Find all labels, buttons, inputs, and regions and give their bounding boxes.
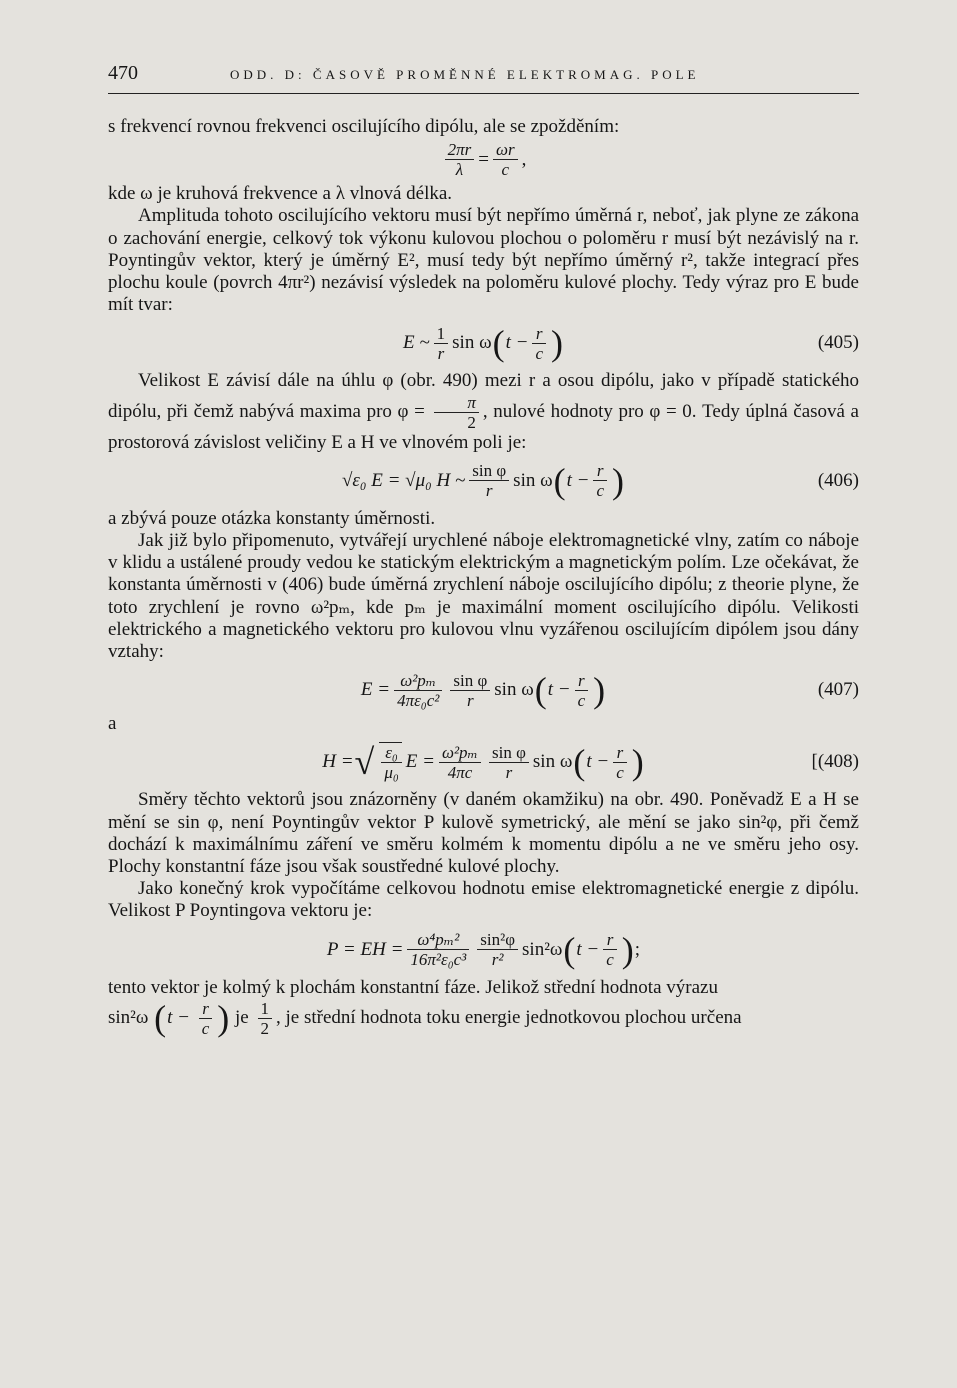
eq-mid: sin²ω	[522, 938, 563, 960]
frac-den: r	[485, 481, 493, 501]
frac-num: 1	[434, 324, 449, 344]
equation-delay: $\frac{2\pi r}{\lambda}$ = $\frac{\omega r}{c}$ ,	[108, 140, 859, 179]
equation-poynting: P = EH = $\frac{\text{ω⁴pₘ²}}{\text{16π²ε₀c³}}$ $\frac{\text{sin²φ}}{\text{r²}}$ sin²ω ( t − $\frac{r}{c}$ ) ;	[326, 929, 641, 970]
page-header	[108, 62, 859, 94]
frac-den: 2	[467, 412, 476, 432]
frac-den: c	[535, 343, 543, 363]
p9-post: , je střední hodnota toku energie jednotkovou plochou určena	[276, 1006, 742, 1028]
equation-number: (405)	[817, 332, 859, 354]
fraction	[477, 930, 518, 969]
frac-num: ω²pₘ	[439, 743, 481, 763]
frac-den: c	[606, 950, 614, 970]
equation-number: (406)	[817, 469, 859, 491]
frac-num: π	[434, 393, 479, 413]
p9-je: je	[235, 1006, 249, 1028]
eq-lhs: E ~	[403, 332, 430, 354]
frac-den: c	[596, 481, 605, 501]
fraction	[439, 743, 481, 782]
paragraph-1: s frekvencí rovnou frekvenci oscilujícího dipólu, ale se zpožděním:	[108, 116, 620, 137]
frac-num: ω⁴pₘ²	[407, 930, 469, 950]
frac-num: r	[575, 671, 589, 691]
eq-inner: t −	[547, 679, 571, 701]
equation-number: [(408)	[811, 751, 859, 773]
frac-den: 2	[260, 1018, 269, 1038]
frac-num: ε₀	[381, 743, 401, 763]
frac-den: 4πc	[447, 762, 473, 782]
frac-den: c	[577, 690, 586, 710]
fraction	[199, 999, 213, 1038]
fraction	[469, 461, 509, 500]
frac-num: sin φ	[450, 671, 490, 691]
eq-mid: sin ω	[513, 469, 553, 491]
equation-407: E = $\frac{\text{ω²pₘ}}{\text{4πε₀c²}}$ $\frac{\text{sin φ}}{r}$ sin ω ( t − $\frac{r}{c}$ ) (407)	[360, 670, 859, 711]
equation-number: (407)	[817, 679, 859, 701]
paragraph-6: Jak již bylo připomenuto, vytvářejí urychlené náboje elektromagnetické vlny, zatím co náboje v klidu a ustálené proudy vedou ke statickým elektrickým a magnetickým polím. Lze očekávat, že konstanta úměrnosti v (406) bude úměrná zrychlení náboje oscilujícího dipólu; z theorie plyne, že toto zrychlení je rovno ω²pₘ, kde pₘ je maximální moment oscilujícího dipólu. Velikosti elektrického a magnetického vektoru pro kulovou vlnu vyzářenou oscilujícím dipólem jsou dány vztahy:	[108, 530, 859, 663]
eq-inner: t −	[586, 751, 610, 773]
p9-inner: t −	[167, 1006, 190, 1028]
eq-inner: t −	[576, 938, 600, 960]
fraction	[434, 393, 479, 432]
paragraph-3: Amplituda tohoto oscilujícího vektoru musí být nepřímo úměrná r, neboť, jak plyne ze zákona o zachování energie, celkový tok výkonu kulovou plochou o poloměru r musí být nezávislý na r. Poyntingův vektor, který je úměrný E², musí tedy být nepřímo úměrný r², takže integrací přes plochu koule (povrch 4πr²) nezávisí výsledek na poloměru kulové plochy. Tedy výraz pro E bude mít tvar:	[108, 205, 859, 316]
frac-den: μ₀	[384, 763, 399, 783]
fraction	[258, 999, 273, 1038]
paragraph-7: Směry těchto vektorů jsou znázorněny (v daném okamžiku) na obr. 490. Poněvadž E a H se mění se sin φ, není Poyntingův vektor P kulově symetrický, ale mění se jako sin²φ, při čemž dochází k maximálnímu záření ve směru kolmém k momentu dipólu a ne ve směru jeho osy. Plochy konstantní fáze jsou však soustředné kulové plochy.	[108, 789, 859, 878]
fraction	[593, 461, 607, 500]
frac-den: λ	[455, 160, 464, 180]
frac-den: 16π²ε₀c³	[410, 950, 467, 970]
equation-406: √ε₀ E = √μ₀ H ~ $\frac{\text{sin φ}}{r}$ sin ω ( t − $\frac{r}{c}$ ) (406)	[341, 460, 859, 501]
eq-inner: t −	[505, 332, 529, 354]
frac-den: c	[501, 160, 510, 180]
equation-405: E ~ $\frac{1}{r}$ sin ω ( t − $\frac{r}{c}$ ) (405)	[403, 323, 859, 364]
fraction	[489, 743, 529, 782]
frac-num: r	[593, 461, 607, 481]
paragraph-8: Jako konečný krok vypočítáme celkovou hodnotu emise elektromagnetické energie z dipólu. Velikost P Poyntingova vektoru je:	[108, 878, 859, 922]
eq-mid: sin ω	[494, 679, 534, 701]
frac-num: 1	[258, 999, 273, 1019]
conjunction-and: a	[108, 713, 117, 735]
eq-lhs: E =	[360, 679, 391, 701]
frac-num: r	[613, 743, 627, 763]
eq-mid: sin ω	[532, 751, 573, 773]
p4-text-b: , nulové hodnoty pro φ = 0. Tedy úplná časová a prostorová závislost veličiny E a H ve vlnovém poli je:	[108, 400, 859, 453]
eq-mid: sin ω	[452, 332, 492, 354]
fraction	[493, 140, 518, 179]
eq-lhs: H =	[322, 751, 354, 773]
fraction	[450, 671, 490, 710]
fraction	[613, 743, 627, 782]
fraction	[394, 671, 442, 710]
frac-den: c	[616, 762, 624, 782]
eq-tail: ;	[634, 938, 641, 960]
paragraph-4	[108, 370, 859, 453]
fraction	[379, 742, 401, 782]
frac-den: r²	[491, 950, 504, 970]
paragraph-2: kde ω je kruhová frekvence a λ vlnová délka.	[108, 183, 453, 205]
fraction	[445, 140, 475, 179]
frac-num: sin φ	[469, 461, 509, 481]
eq-tail: ,	[521, 148, 527, 170]
eq-lhs: √ε₀ E = √μ₀ H ~	[341, 469, 466, 491]
paragraph-5: a zbývá pouze otázka konstanty úměrnosti.	[108, 507, 436, 529]
frac-num: r	[532, 324, 546, 344]
frac-num: sin φ	[489, 743, 529, 763]
fraction	[532, 324, 546, 363]
eq-lhs: P = EH =	[326, 938, 404, 960]
frac-den: r	[437, 343, 445, 363]
frac-den: 4πε₀c²	[397, 690, 440, 710]
fraction	[575, 671, 589, 710]
running-head: ODD. D: ČASOVĚ PROMĚNNÉ ELEKTROMAG. POLE	[230, 67, 700, 82]
frac-den: r	[467, 690, 474, 710]
eq-inner: t −	[566, 469, 590, 491]
eq-e: E =	[405, 751, 435, 773]
frac-num: r	[199, 999, 213, 1019]
p4-text-a: Velikost E závisí dále na úhlu φ (obr. 490) mezi r a osou dipólu, jako v případě statického dipólu, při čemž nabývá maxima pro φ =	[108, 370, 859, 422]
p9-pre: sin²ω	[108, 1006, 149, 1028]
frac-num: ω²pₘ	[394, 671, 442, 691]
paragraph-9: tento vektor je kolmý k plochám konstantní fáze. Jelikož střední hodnota výrazu	[108, 976, 718, 998]
page-number: 470	[108, 62, 138, 84]
paragraph-9-line-2: sin²ω (t − $\frac{r}{c}$ ) je $\frac{1}{2}$ , je střední hodnota toku energie jednotkovou plochou určena	[108, 998, 742, 1039]
frac-num: sin²φ	[477, 930, 518, 950]
equation-408: H = √ $\frac{\text{ε₀}}{\text{μ₀}}$ E = $\frac{\text{ω²pₘ}}{4\pi c}$ $\frac{\text{sin φ}}{r}$ sin ω ( t − $\frac{r}{c}$ ) [(408)	[322, 742, 859, 783]
frac-num: r	[603, 930, 617, 950]
fraction	[434, 324, 449, 363]
frac-den: r	[505, 762, 513, 782]
frac-num: 2πr	[445, 140, 475, 160]
fraction	[603, 930, 617, 969]
fraction	[407, 930, 469, 969]
frac-den: c	[201, 1018, 210, 1038]
frac-num: ωr	[493, 140, 518, 160]
